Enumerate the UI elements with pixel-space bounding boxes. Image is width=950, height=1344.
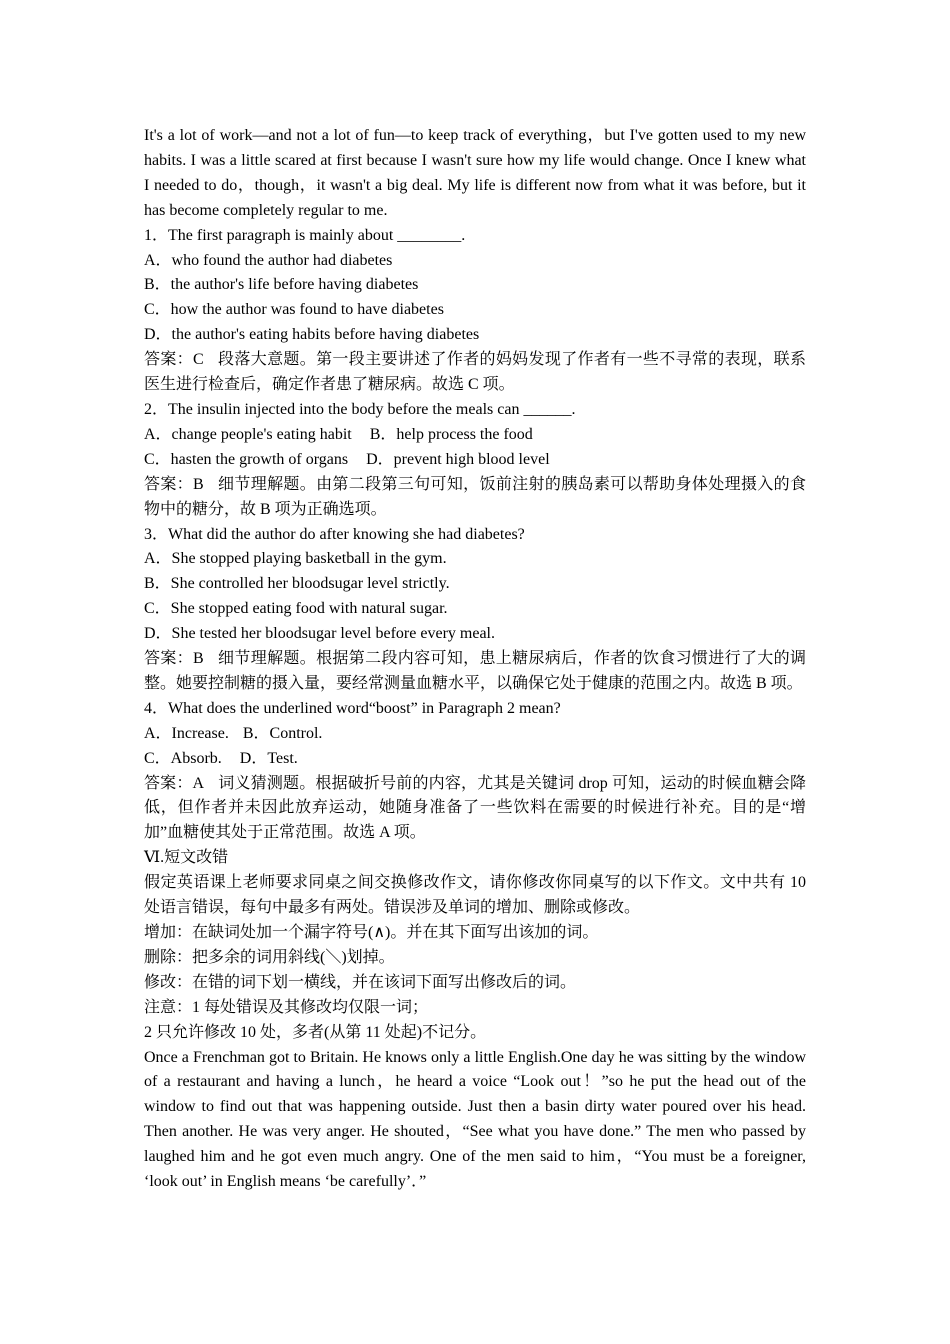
option-d: D．She tested her bloodsugar level before every meal.: [144, 625, 495, 643]
section-heading: Ⅵ.短文改错: [144, 849, 229, 867]
question-3: [144, 523, 806, 697]
option-b: B．help process the food: [369, 425, 533, 443]
option-a: A．who found the author had diabetes: [144, 251, 393, 269]
section-instructions: 假定英语课上老师要求同桌之间交换修改作文，请你修改你同桌写的以下作文。文中共有 10 处语言错误，每句中最多有两处。错误涉及单词的增加、删除或修改。: [144, 874, 806, 917]
question-stem: 4．What does the underlined word“boost” in Paragraph 2 mean?: [144, 699, 561, 717]
option-d: D．Test.: [239, 749, 298, 767]
option-b: B．the author's life before having diabetes: [144, 276, 419, 294]
answer-label: 答案：C: [144, 351, 204, 369]
answer-explanation: [144, 772, 806, 847]
option-c: C．hasten the growth of organs: [144, 450, 349, 468]
option-a: A．Increase.: [144, 724, 229, 742]
document-page: [144, 124, 806, 1195]
rule-modify: 修改：在错的词下划一横线，并在该词下面写出修改后的词。: [144, 973, 577, 991]
option-d: D．prevent high blood level: [366, 450, 550, 468]
answer-label: 答案：B: [144, 650, 204, 668]
answer-text: 细节理解题。由第二段第三句可知，饭前注射的胰岛素可以帮助身体处理摄入的食物中的糖分，故 B 项为正确选项。: [144, 475, 806, 518]
option-row: [144, 722, 806, 747]
answer-text: 细节理解题。根据第二段内容可知，患上糖尿病后，作者的饮食习惯进行了大的调整。她要控制糖的摄入量，要经常测量血糖水平，以确保它处于健康的范围之内。故选 B 项。: [144, 650, 806, 692]
option-row: [144, 448, 806, 473]
option-a: A．change people's eating habit: [144, 425, 352, 443]
question-1: [144, 224, 806, 398]
essay-paragraph: Once a Frenchman got to Britain. He knows only a little English.One day he was sitting by the window of a restaurant and having a lunch，he heard a voice “Look out！”so he put the head out of the window to find out that was happening outside. Just then a basin dirty water poured over his head. Then another. He was very anger. He shouted，“See what you have done.” The men who passed by laughed him and he got even much angry. One of the men said to him，“You must be a foreigner, ‘look out’ in English means ‘be carefully’．”: [144, 1048, 806, 1191]
option-c: C．how the author was found to have diabetes: [144, 301, 444, 319]
passage-end-paragraph: It's a lot of work—and not a lot of fun—to keep track of everything，but I've gotten used to my new habits. I was a little scared at first because I wasn't sure how my life would change. Once I knew what I needed to do，though，it wasn't a big deal. My life is different now from what it was before, but it has become completely regular to me.: [144, 127, 806, 219]
section-error-correction: [144, 846, 806, 1195]
option-d: D．the author's eating habits before having diabetes: [144, 326, 480, 344]
rule-note-1: 注意：1 每处错误及其修改均仅限一词；: [144, 998, 429, 1016]
answer-explanation: [144, 647, 806, 697]
question-stem: 3．What did the author do after knowing she had diabetes?: [144, 525, 525, 543]
option-b: B．Control.: [242, 724, 323, 742]
answer-text: 词义猜测题。根据破折号前的内容，尤其是关键词 drop 可知，运动的时候血糖会降低，但作者并未因此放弃运动，她随身准备了一些饮料在需要的时候进行补充。目的是“增加”血糖使其处于正常范围。故选 A 项。: [144, 774, 806, 842]
option-c: C．Absorb.: [144, 749, 222, 767]
answer-label: 答案：A: [144, 774, 205, 792]
answer-text: 段落大意题。第一段主要讲述了作者的妈妈发现了作者有一些不寻常的表现，联系医生进行检查后，确定作者患了糖尿病。故选 C 项。: [144, 351, 806, 394]
question-2: [144, 398, 806, 523]
option-row: [144, 423, 806, 448]
question-4: [144, 697, 806, 846]
answer-label: 答案：B: [144, 475, 204, 493]
rule-delete: 删除：把多余的词用斜线(＼)划掉。: [144, 948, 395, 966]
option-row: [144, 747, 806, 772]
question-stem: 2．The insulin injected into the body before the meals can ______.: [144, 400, 576, 418]
answer-explanation: [144, 473, 806, 523]
rule-note-2: 2 只允许修改 10 处，多者(从第 11 处起)不记分。: [144, 1023, 487, 1041]
answer-explanation: [144, 348, 806, 398]
option-c: C．She stopped eating food with natural sugar.: [144, 600, 448, 618]
rule-add: 增加：在缺词处加一个漏字符号(∧)。并在其下面写出该加的词。: [144, 924, 599, 941]
question-stem: 1．The first paragraph is mainly about ________.: [144, 226, 466, 244]
option-b: B．She controlled her bloodsugar level strictly.: [144, 575, 450, 593]
option-a: A．She stopped playing basketball in the gym.: [144, 550, 447, 568]
